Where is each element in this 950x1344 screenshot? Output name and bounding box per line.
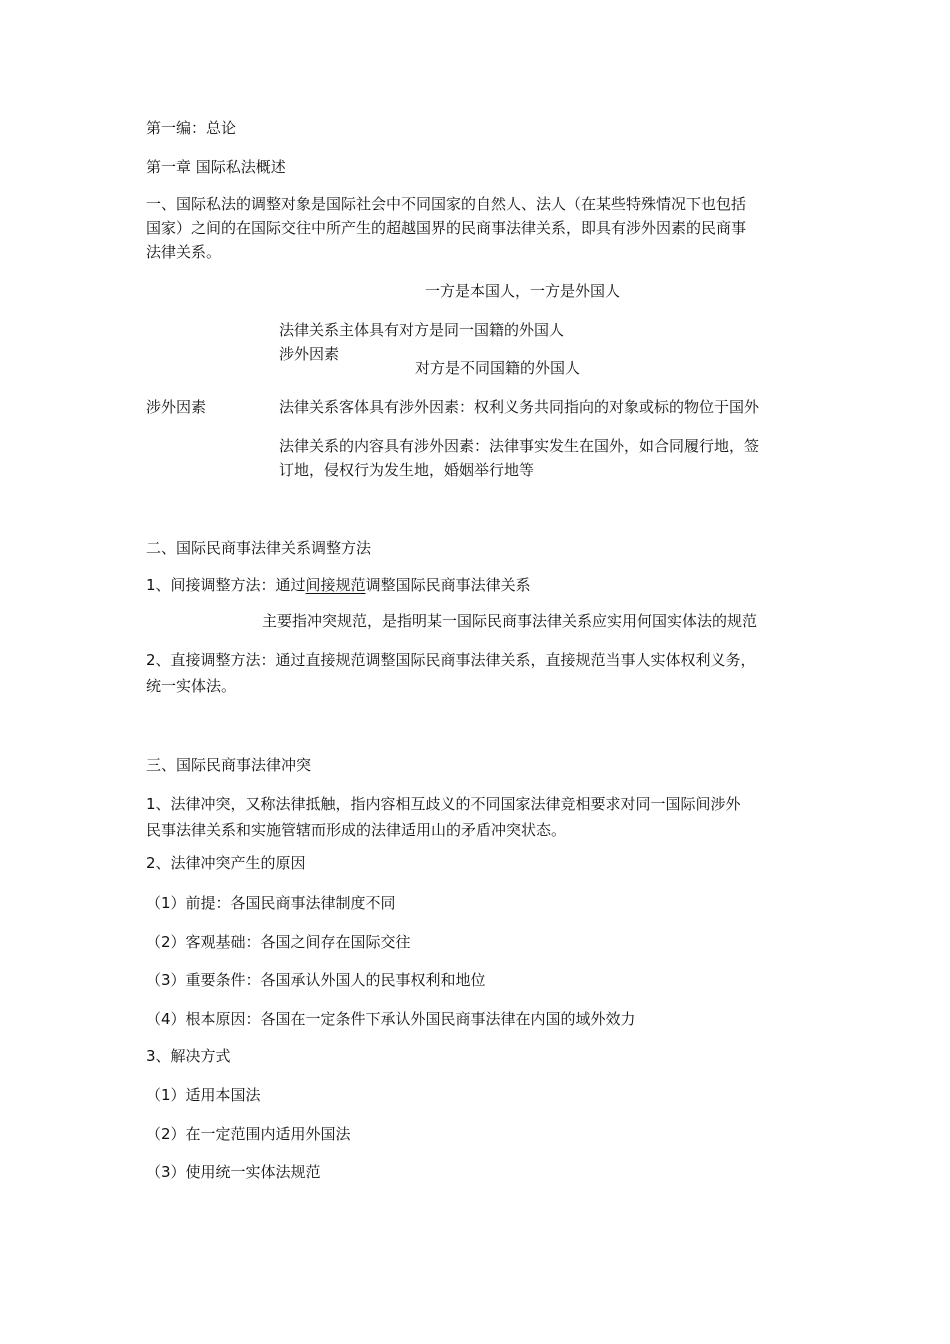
resolution-heading: 3、解决方式 [146, 1047, 231, 1065]
diagram-party-different: 对方是不同国籍的外国人 [415, 359, 581, 377]
diagram-party-native: 一方是本国人，一方是外国人 [425, 282, 621, 300]
resolution-item: （3）使用统一实体法规范 [146, 1163, 321, 1181]
indirect-method-note: 主要指冲突规范，是指明某一国际民商事法律关系应实用何国实体法的规范 [262, 612, 758, 630]
cause-item: （4）根本原因：各国在一定条件下承认外国民商事法律在内国的域外效力 [146, 1010, 636, 1028]
part-title: 第一编：总论 [146, 119, 237, 137]
chapter-title: 第一章 国际私法概述 [146, 158, 286, 176]
diagram-content-line-1: 法律关系的内容具有涉外因素：法律事实发生在国外，如合同履行地，签 [279, 437, 760, 455]
section-2-heading: 二、国际民商事法律关系调整方法 [146, 539, 372, 557]
diagram-subject: 法律关系主体具有对方是同一国籍的外国人 [279, 321, 565, 339]
conflict-causes-heading: 2、法律冲突产生的原因 [146, 854, 306, 872]
cause-item: （1）前提：各国民商事法律制度不同 [146, 894, 396, 912]
cause-item: （2）客观基础：各国之间存在国际交往 [146, 933, 411, 951]
conflict-def-line-2: 民事法律关系和实施管辖而形成的法律适用山的矛盾冲突状态。 [146, 821, 567, 839]
diagram-object: 法律关系客体具有涉外因素：权利义务共同指向的对象或标的物位于国外 [279, 398, 760, 416]
intro-line-2: 国家）之间的在国际交往中所产生的超越国界的民商事法律关系，即具有涉外因素的民商事 [146, 219, 747, 237]
diagram-sub-label: 涉外因素 [279, 345, 340, 363]
indirect-method-suffix: 调整国际民商事法律关系 [365, 576, 531, 594]
direct-method-line-2: 统一实体法。 [146, 677, 237, 695]
indirect-method [146, 573, 531, 597]
resolution-item: （2）在一定范围内适用外国法 [146, 1125, 351, 1143]
direct-method-line-1: 2、直接调整方法：通过直接规范调整国际民商事法律关系，直接规范当事人实体权利义务， [146, 651, 756, 669]
intro-line-3: 法律关系。 [146, 243, 222, 261]
diagram-content-line-2: 订地，侵权行为发生地，婚姻举行地等 [279, 461, 535, 479]
indirect-norm-term: 间接规范 [305, 576, 366, 594]
indirect-method-prefix: 1、间接调整方法：通过 [146, 576, 306, 594]
resolution-item: （1）适用本国法 [146, 1086, 261, 1104]
intro-line-1: 一、国际私法的调整对象是国际社会中不同国家的自然人、法人（在某些特殊情况下也包括 [146, 195, 747, 213]
cause-item: （3）重要条件：各国承认外国人的民事权利和地位 [146, 971, 486, 989]
section-3-heading: 三、国际民商事法律冲突 [146, 756, 312, 774]
diagram-main-label: 涉外因素 [146, 398, 207, 416]
conflict-def-line-1: 1、法律冲突，又称法律抵触，指内容相互歧义的不同国家法律竞相要求对同一国际间涉外 [146, 795, 741, 813]
